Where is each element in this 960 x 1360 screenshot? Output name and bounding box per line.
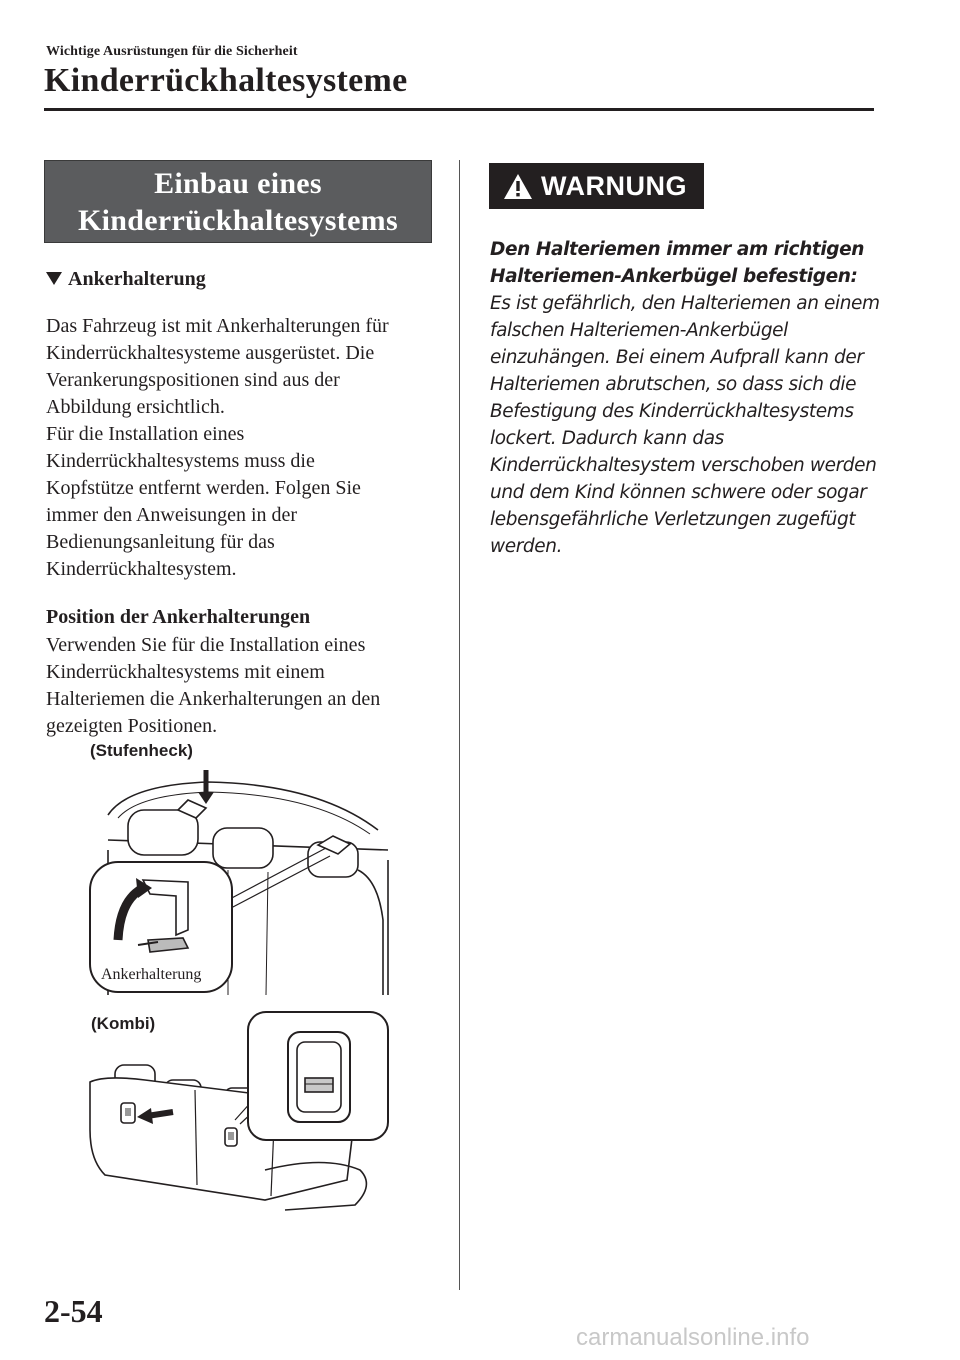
title-rule: [44, 108, 874, 111]
text-line: Das Fahrzeug ist mit Ankerhalterungen für: [46, 315, 389, 337]
section-heading-box: [44, 160, 432, 243]
heading-line-2: Kinderrückhaltesystems: [78, 204, 398, 237]
text-line: Verankerungspositionen sind aus der: [46, 369, 340, 391]
sedan-figure-label: (Stufenheck): [90, 741, 193, 760]
watermark: carmanualsonline.info: [576, 1324, 810, 1351]
warning-line: und dem Kind können schwere oder sogar: [490, 482, 867, 503]
text-line: Abbildung ersichtlich.: [46, 396, 225, 418]
text-line: Halteriemen die Ankerhalterungen an den: [46, 688, 381, 710]
text-line: Für die Installation eines: [46, 423, 245, 445]
text-line: gezeigten Positionen.: [46, 715, 218, 737]
position-heading: Position der Ankerhalterungen: [46, 606, 311, 628]
paragraph-intro: [46, 313, 446, 583]
warning-line: Kinderrückhaltesystem verschoben werden: [490, 455, 877, 476]
warning-line: lockert. Dadurch kann das: [490, 428, 724, 449]
warning-text: [490, 236, 880, 560]
subheading-text: Ankerhalterung: [68, 268, 206, 290]
wagon-anchor-illustration: [85, 1010, 390, 1212]
warning-line: Es ist gefährlich, den Halteriemen an einem: [490, 293, 880, 314]
warning-badge: [489, 163, 704, 209]
section-label: Wichtige Ausrüstungen für die Sicherheit: [46, 44, 298, 59]
warning-line: einzuhängen. Bei einem Aufprall kann der: [490, 347, 864, 368]
text-line: Kopfstütze entfernt werden. Folgen Sie: [46, 477, 361, 499]
triangle-bullet-icon: [46, 272, 62, 285]
callout-label: Ankerhalterung: [101, 966, 202, 983]
warning-line: Befestigung des Kinderrückhaltesystems: [490, 401, 854, 422]
chapter-title: Kinderrückhaltesysteme: [44, 62, 408, 99]
warning-triangle-icon: [503, 173, 533, 200]
wagon-figure-label: (Kombi): [91, 1014, 156, 1033]
warning-line: werden.: [490, 536, 563, 557]
warning-bold-line: Halteriemen-Ankerbügel befestigen:: [490, 266, 858, 287]
text-line: Kinderrückhaltesystem.: [46, 558, 237, 580]
text-line: Bedienungsanleitung für das: [46, 531, 275, 553]
heading-line-1: Einbau eines: [154, 167, 322, 200]
warning-line: falschen Halteriemen-Ankerbügel: [490, 320, 788, 341]
text-line: immer den Anweisungen in der: [46, 504, 298, 526]
sedan-anchor-illustration: [88, 770, 418, 998]
warning-line: Halteriemen abrutschen, so dass sich die: [490, 374, 857, 395]
text-line: Kinderrückhaltesysteme ausgerüstet. Die: [46, 342, 375, 364]
page-number: 2-54: [44, 1293, 103, 1329]
text-line: Kinderrückhaltesystems muss die: [46, 450, 315, 472]
warning-bold-line: Den Halteriemen immer am richtigen: [490, 239, 865, 260]
warning-badge-text: WARNUNG: [541, 170, 687, 201]
text-line: Verwenden Sie für die Installation eines: [46, 634, 366, 656]
text-line: Kinderrückhaltesystems mit einem: [46, 661, 325, 683]
paragraph-positions: [46, 632, 446, 740]
column-divider: [459, 160, 460, 1290]
warning-line: lebensgefährliche Verletzungen zugefügt: [490, 509, 856, 530]
subheading: [46, 268, 206, 291]
